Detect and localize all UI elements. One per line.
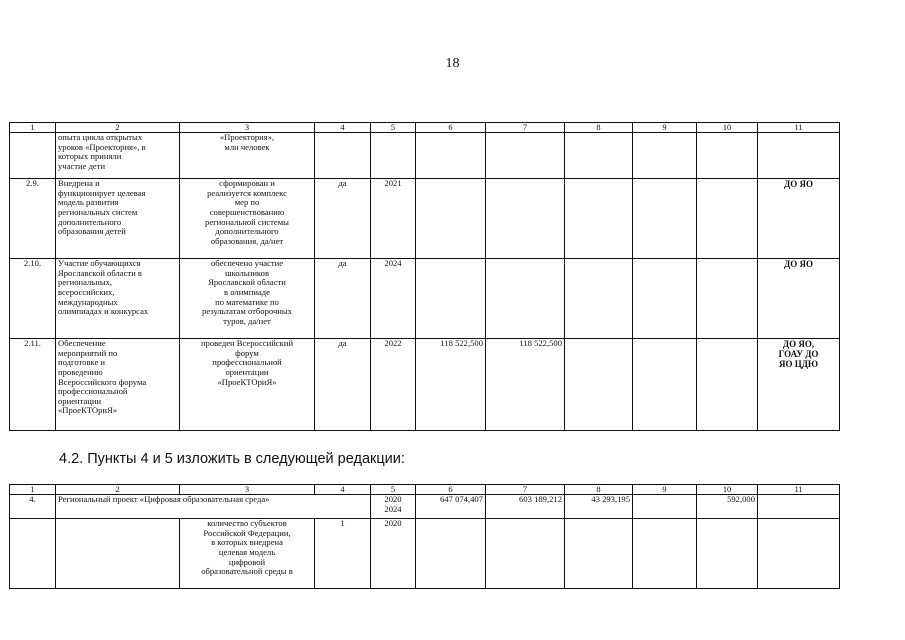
amount-cell: [633, 179, 697, 259]
activity-name: опыта цикла открытых уроков «Проектория», в которых приняли участие дети: [56, 133, 180, 179]
amount-cell: 603 189,212: [486, 495, 565, 519]
column-number: 8: [565, 485, 633, 495]
amount-cell: [633, 519, 697, 589]
amount-cell: [486, 259, 565, 339]
amount-cell: 118 522,500: [416, 339, 486, 431]
result-indicator: сформирован и реализуется комплекс мер по совершенствованию региональной системы дополнительного образования, да/нет: [180, 179, 315, 259]
column-number: 7: [486, 485, 565, 495]
amount-cell: [486, 519, 565, 589]
responsible-body: ДО ЯО, ГОАУ ДО ЯО ЦДЮ: [758, 339, 840, 431]
responsible-body: [758, 133, 840, 179]
year: 2020: [371, 519, 416, 589]
column-number: 4: [315, 123, 371, 133]
activity-name: Участие обучающихся Ярославской области в региональных, всероссийских, международных олимпиадах и конкурсах: [56, 259, 180, 339]
year: [371, 133, 416, 179]
amount-cell: [416, 259, 486, 339]
amount-cell: [697, 133, 758, 179]
responsible-body: ДО ЯО: [758, 179, 840, 259]
table-row: [10, 495, 840, 519]
column-number: 2: [56, 123, 180, 133]
amount-cell: 43 293,195: [565, 495, 633, 519]
row-number: 2.11.: [10, 339, 56, 431]
column-number: 4: [315, 485, 371, 495]
amount-cell: [697, 339, 758, 431]
amount-cell: [565, 339, 633, 431]
responsible-body: [758, 495, 840, 519]
indicator-value: [315, 133, 371, 179]
activity-name: [56, 519, 180, 589]
amount-cell: [633, 495, 697, 519]
activity-name: Внедрена и функционирует целевая модель развития региональных систем дополнительного образования детей: [56, 179, 180, 259]
year: 2022: [371, 339, 416, 431]
row-number: [10, 133, 56, 179]
indicator-value: да: [315, 259, 371, 339]
table-row: [10, 133, 840, 179]
indicator-value: да: [315, 339, 371, 431]
amount-cell: [565, 133, 633, 179]
amount-cell: [565, 519, 633, 589]
column-number: 8: [565, 123, 633, 133]
result-indicator: обеспечено участие школьников Ярославской области в олимпиаде по математике по результатам отборочных туров, да/нет: [180, 259, 315, 339]
column-number: 11: [758, 123, 840, 133]
indicator-value: 1: [315, 519, 371, 589]
responsible-body: [758, 519, 840, 589]
result-indicator: количество субъектов Российской Федерации, в которых внедрена целевая модель цифровой образовательной среды в: [180, 519, 315, 589]
indicator-value: да: [315, 179, 371, 259]
amount-cell: 647 074,407: [416, 495, 486, 519]
digital-environment-table: [9, 484, 840, 589]
row-number: 2.9.: [10, 179, 56, 259]
column-number: 7: [486, 123, 565, 133]
amount-cell: 118 522,500: [486, 339, 565, 431]
table-row: [10, 259, 840, 339]
amount-cell: [697, 179, 758, 259]
result-indicator: проведен Всероссийский форум профессиональной ориентации «ПроеКТОриЯ»: [180, 339, 315, 431]
column-number: 2: [56, 485, 180, 495]
year-range: 2020 2024: [371, 495, 416, 519]
table-row: [10, 339, 840, 431]
table-row: [10, 179, 840, 259]
amount-cell: [486, 133, 565, 179]
column-number: 3: [180, 485, 315, 495]
column-number: 3: [180, 123, 315, 133]
year: 2024: [371, 259, 416, 339]
amount-cell: [486, 179, 565, 259]
amount-cell: [416, 133, 486, 179]
amount-cell: [633, 133, 697, 179]
amount-cell: [633, 259, 697, 339]
amount-cell: 592,000: [697, 495, 758, 519]
column-number: 9: [633, 485, 697, 495]
amount-cell: [565, 259, 633, 339]
column-number: 11: [758, 485, 840, 495]
row-number: 2.10.: [10, 259, 56, 339]
amount-cell: [697, 519, 758, 589]
column-number: 10: [697, 123, 758, 133]
table-header-row: [10, 123, 840, 133]
amount-cell: [416, 179, 486, 259]
year: 2021: [371, 179, 416, 259]
amount-cell: [697, 259, 758, 339]
result-indicator: «Проектория», млн человек: [180, 133, 315, 179]
row-number: [10, 519, 56, 589]
amount-cell: [416, 519, 486, 589]
column-number: 1: [10, 123, 56, 133]
responsible-body: ДО ЯО: [758, 259, 840, 339]
column-number: 5: [371, 123, 416, 133]
table-row: [10, 519, 840, 589]
section-heading: 4.2. Пункты 4 и 5 изложить в следующей редакции:: [59, 451, 405, 467]
activity-name: Обеспечение мероприятий по подготовке и проведению Всероссийского форума профессиональной ориентации «ПроеКТОриЯ»: [56, 339, 180, 431]
column-number: 9: [633, 123, 697, 133]
column-number: 6: [416, 123, 486, 133]
row-number: 4.: [10, 495, 56, 519]
column-number: 5: [371, 485, 416, 495]
page-number: 18: [445, 56, 460, 71]
column-number: 1: [10, 485, 56, 495]
program-table-continued: [9, 122, 840, 431]
amount-cell: [565, 179, 633, 259]
amount-cell: [633, 339, 697, 431]
project-name: Региональный проект «Цифровая образовательная среда»: [56, 495, 371, 519]
table-header-row: [10, 485, 840, 495]
column-number: 6: [416, 485, 486, 495]
column-number: 10: [697, 485, 758, 495]
